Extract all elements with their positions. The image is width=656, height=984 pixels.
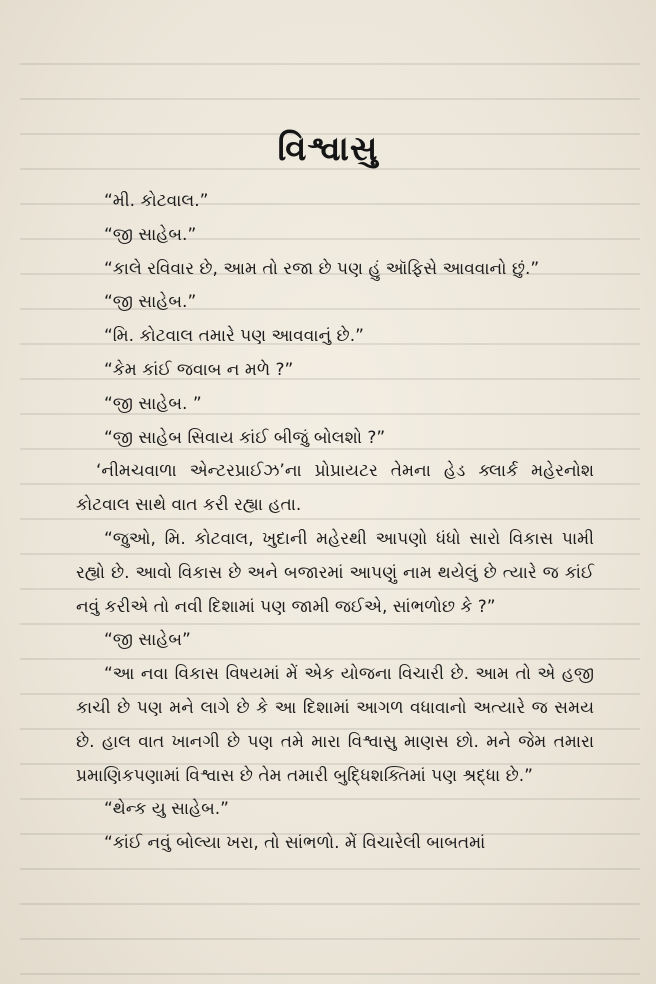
dialogue-line: “જી સાહેબ.” bbox=[104, 224, 197, 245]
dialogue-paragraph: “આ નવા વિકાસ વિષયમાં મેં એક યોજના વિચારી છે. આમ તો એ હજી કાચી છે પણ મને લાગે છે કે આ દિશામાં આગળ વધાવાનો અત્યારે જ સમય છે. હાલ વાત ખાનગી છે પણ તમે મારા વિશ્વાસુ માણસ છો. મને જેમ તમારા પ્રમાણિકપણામાં વિશ્વાસ છે તેમ તમારી બુદ્ધિશક્તિમાં પણ શ્રદ્ધા છે.” bbox=[76, 664, 594, 786]
dialogue-paragraph: “જુઓ, મિ. કોટવાલ, ખુદાની મહેરથી આપણો ધંધો સારો વિકાસ પામી રહ્યો છે. આવો વિકાસ છે અને બજારમાં આપણું નામ થયેલું છે ત્યારે જ કાંઈ નવું કરીએ તો નવી દિશામાં પણ જામી જઈએ, સાંભળોછ કે ?” bbox=[76, 528, 594, 617]
dialogue-line: “કાલે રવિવાર છે, આમ તો રજા છે પણ હું ઑફિસે આવવાનો છું.” bbox=[104, 258, 540, 279]
mirrored-running-head bbox=[40, 38, 616, 62]
dialogue-line: “જી સાહેબ સિવાય કાંઈ બીજું બોલશો ?” bbox=[104, 427, 386, 448]
dialogue-line: “કેમ કાંઈ જવાબ ન મળે ?” bbox=[104, 359, 294, 380]
body-text bbox=[76, 185, 594, 861]
dialogue-line: “જી સાહેબ.” bbox=[104, 292, 197, 313]
narration-paragraph: ‘નીમચવાળા એન્ટરપ્રાઈઝ’ના પ્રોપ્રાયટર તેમના હેડ ક્લાર્ક મહેરનોશ કોટવાલ સાથે વાત કરી રહ્યા હતા. bbox=[76, 461, 594, 516]
dialogue-line: “મિ. કોટવાલ તમારે પણ આવવાનું છે.” bbox=[104, 326, 364, 347]
dialogue-line: “જી સાહેબ. ” bbox=[104, 393, 202, 414]
chapter-title: વિશ્વાસુ bbox=[277, 129, 379, 169]
dialogue-paragraph: “કાંઈ નવું બોલ્યા ખરા, તો સાંભળો. મેં વિચારેલી બાબતમાં bbox=[104, 833, 486, 854]
dialogue-line: “મી. કોટવાલ.” bbox=[104, 191, 209, 211]
dialogue-line: “જી સાહેબ” bbox=[104, 630, 191, 651]
dialogue-line: “થેન્ક યુ સાહેબ.” bbox=[104, 799, 229, 820]
